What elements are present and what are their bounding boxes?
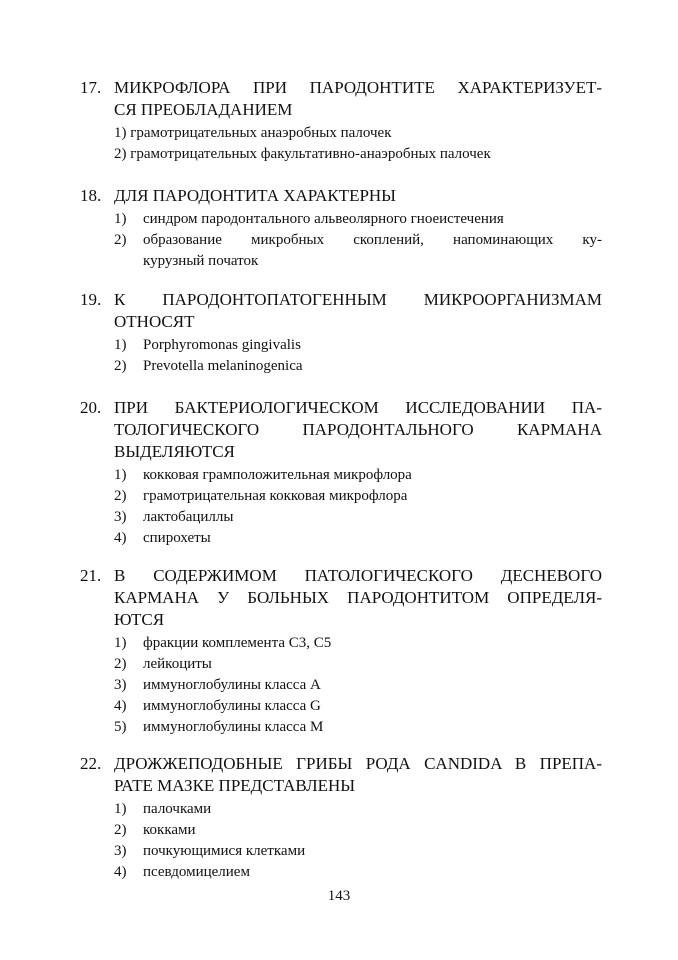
page-number: 143 [327, 888, 351, 904]
question-text-line: ПРИ БАКТЕРИОЛОГИЧЕСКОМ ИССЛЕДОВАНИИ ПА- [114, 398, 602, 417]
answer-option [80, 696, 602, 717]
answer-text: Prevotella melaninogenica [143, 358, 303, 374]
question-text-line: ТОЛОГИЧЕСКОГО ПАРОДОНТАЛЬНОГО КАРМАНА [114, 420, 602, 439]
answer-number: 3) [114, 677, 127, 693]
answer-text [143, 209, 602, 230]
answer-text: иммуноглобулины класса А [143, 677, 321, 693]
question-text [114, 77, 602, 121]
question-text [114, 185, 602, 207]
answer-list [80, 465, 602, 549]
answer-text [143, 230, 602, 272]
question-text [114, 565, 602, 631]
answer-number: 2) [114, 656, 127, 672]
answer-list [80, 335, 602, 377]
answer-number: 3) [114, 843, 127, 859]
question-heading [80, 565, 602, 631]
answer-text-line: курузный початок [143, 253, 259, 269]
question-text-line: В СОДЕРЖИМОМ ПАТОЛОГИЧЕСКОГО ДЕСНЕВОГО [114, 566, 602, 585]
answer-text: палочками [143, 801, 212, 817]
answer-option [80, 356, 602, 377]
answer-text: фракции комплемента С3, С5 [143, 635, 332, 651]
answer-option [80, 654, 602, 675]
question-text-line: ОТНОСЯТ [114, 312, 195, 331]
question-text-line: ВЫДЕЛЯЮТСЯ [114, 442, 235, 461]
answer-text: псевдомицелием [143, 864, 250, 880]
answer-number: 2) [114, 232, 127, 248]
question-text-line: ДЛЯ ПАРОДОНТИТА ХАРАКТЕРНЫ [114, 186, 397, 205]
question-22 [80, 753, 602, 883]
question-number: 18. [80, 186, 102, 205]
answer-number: 4) [114, 864, 127, 880]
answer-option [80, 841, 602, 862]
answer-option [80, 335, 602, 356]
answer-number: 5) [114, 719, 127, 735]
answer-number: 1) [114, 337, 127, 353]
answer-text: спирохеты [143, 530, 211, 546]
question-number: 17. [80, 78, 102, 97]
question-21 [80, 565, 602, 738]
answer-text: почкующимися клетками [143, 843, 306, 859]
answer-list [80, 123, 602, 165]
question-text [114, 289, 602, 333]
answer-option [80, 230, 602, 272]
question-text-line: КАРМАНА У БОЛЬНЫХ ПАРОДОНТИТОМ ОПРЕДЕЛЯ- [114, 588, 602, 607]
answer-number: 1) [114, 211, 127, 227]
answer-option [80, 486, 602, 507]
answer-text: грамотрицательных факультативно-анаэробных палочек [130, 146, 491, 162]
answer-number: 2) [114, 488, 127, 504]
answer-text: лейкоциты [143, 656, 212, 672]
answer-text: иммуноглобулины класса G [143, 698, 321, 714]
question-text-line: МИКРОФЛОРА ПРИ ПАРОДОНТИТЕ ХАРАКТЕРИЗУЕТ- [114, 78, 602, 97]
question-heading [80, 185, 602, 207]
answer-number: 3) [114, 509, 127, 525]
question-number: 19. [80, 290, 102, 309]
answer-option [80, 862, 602, 883]
question-text-line: РАТЕ МАЗКЕ ПРЕДСТАВЛЕНЫ [114, 776, 356, 795]
answer-text: лактобациллы [143, 509, 234, 525]
question-heading [80, 753, 602, 797]
answer-text: кокками [143, 822, 196, 838]
answer-option [80, 633, 602, 654]
question-text [114, 397, 602, 463]
answer-option [80, 528, 602, 549]
question-18 [80, 185, 602, 272]
answer-text: Porphyromonas gingivalis [143, 337, 301, 353]
question-heading [80, 289, 602, 333]
answer-list [80, 799, 602, 883]
answer-option [80, 799, 602, 820]
answer-number: 1) [114, 801, 127, 817]
answer-number: 1) [114, 125, 127, 141]
question-heading [80, 397, 602, 463]
question-17 [80, 77, 602, 165]
answer-text: грамотрицательная кокковая микрофлора [143, 488, 408, 504]
answer-option [80, 144, 602, 165]
answer-option [80, 820, 602, 841]
question-text-line: ЮТСЯ [114, 610, 165, 629]
question-number: 20. [80, 398, 102, 417]
question-text [114, 753, 602, 797]
answer-option [80, 123, 602, 144]
question-text-line: ДРОЖЖЕПОДОБНЫЕ ГРИБЫ РОДА CANDIDA В ПРЕПА- [114, 754, 602, 773]
answer-list [80, 209, 602, 272]
answer-number: 4) [114, 698, 127, 714]
answer-option [80, 507, 602, 528]
question-text-line: СЯ ПРЕОБЛАДАНИЕМ [114, 100, 293, 119]
answer-list [80, 633, 602, 738]
question-number: 21. [80, 566, 102, 585]
answer-text: грамотрицательных анаэробных палочек [130, 125, 392, 141]
question-heading [80, 77, 602, 121]
answer-number: 2) [114, 358, 127, 374]
answer-text: кокковая грамположительная микрофлора [143, 467, 412, 483]
answer-option [80, 465, 602, 486]
answer-number: 2) [114, 146, 127, 162]
question-19 [80, 289, 602, 377]
answer-option [80, 717, 602, 738]
answer-number: 4) [114, 530, 127, 546]
answer-text-line: образование микробных скоплений, напоминающих ку- [143, 232, 602, 248]
answer-number: 2) [114, 822, 127, 838]
question-number: 22. [80, 754, 102, 773]
answer-text-line: синдром пародонтального альвеолярного гноеистечения [143, 211, 504, 227]
answer-number: 1) [114, 467, 127, 483]
question-text-line: К ПАРОДОНТОПАТОГЕННЫМ МИКРООРГАНИЗМАМ [114, 290, 602, 309]
question-20 [80, 397, 602, 549]
answer-option [80, 209, 602, 230]
answer-text: иммуноглобулины класса М [143, 719, 324, 735]
answer-number: 1) [114, 635, 127, 651]
answer-option [80, 675, 602, 696]
